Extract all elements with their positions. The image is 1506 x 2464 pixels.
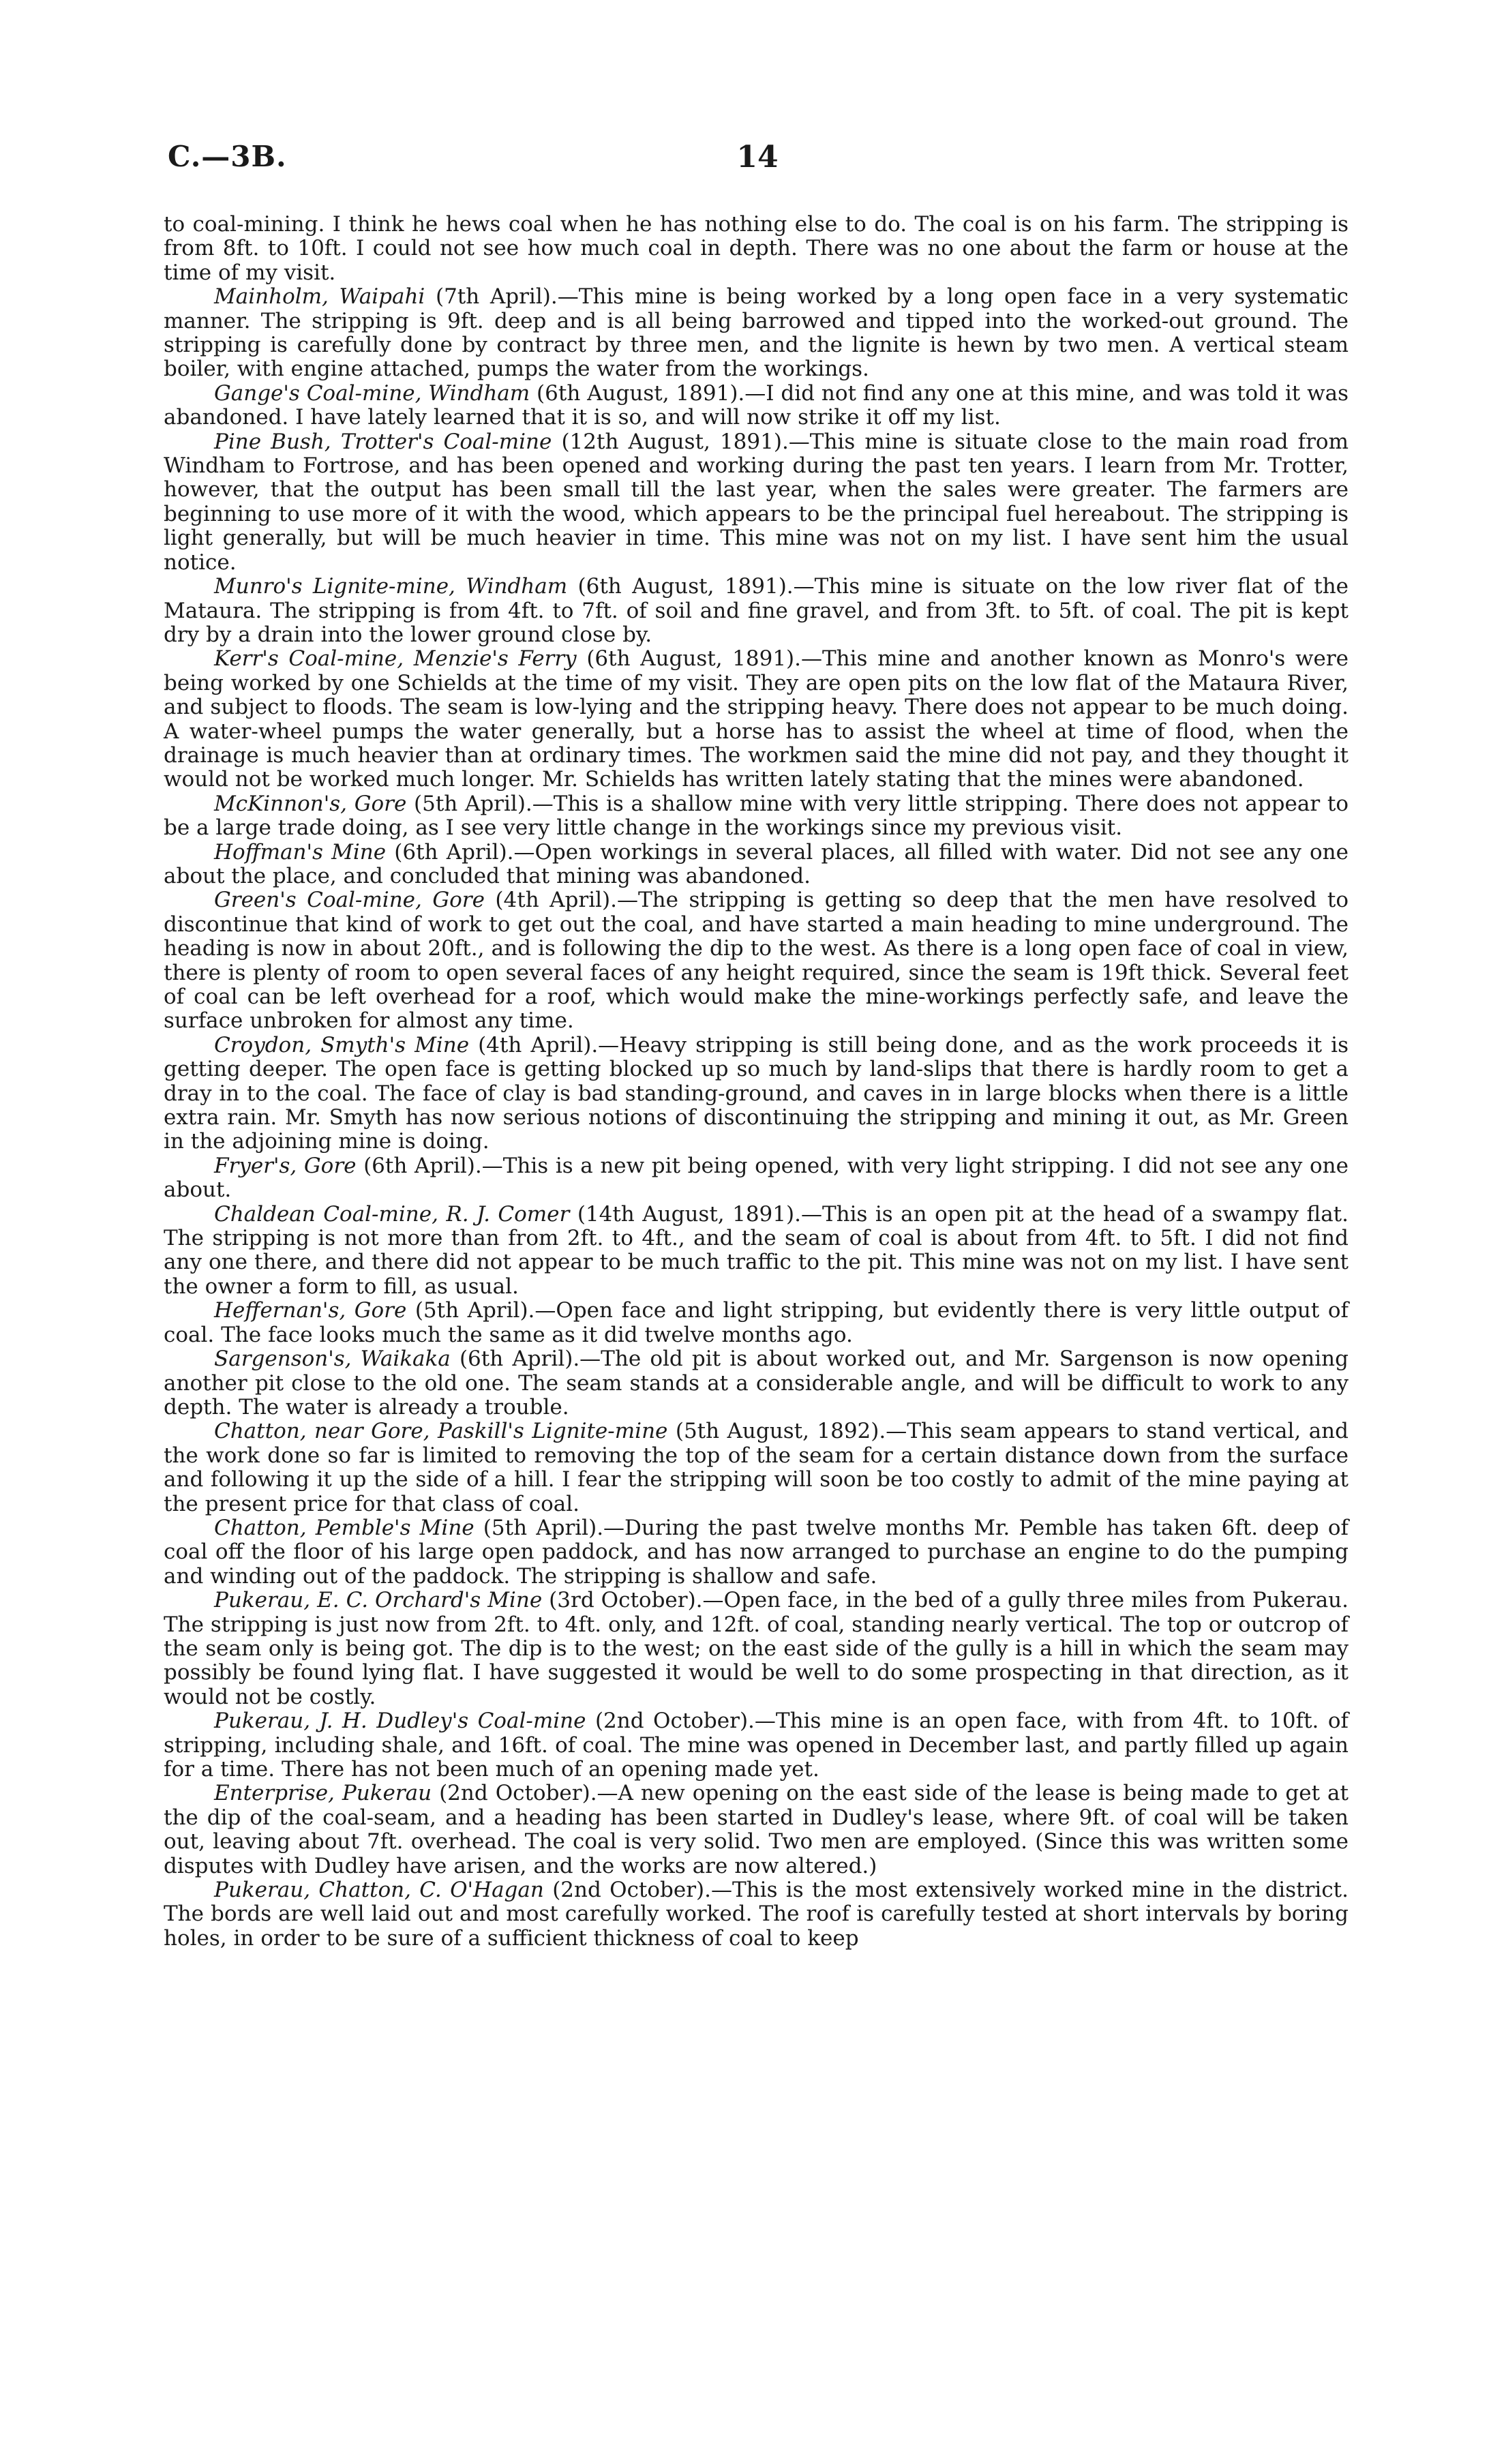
paragraph-text: (6th August, 1891).—I did not find any one at this mine, and was told it was abandoned. I have lately learned that it is so, and will now strike it off my list. xyxy=(164,380,1349,430)
paragraph-text: (3rd October).—Open face, in the bed of a gully three miles from Pukerau. The stripping is just now from 2ft. to 4ft. only, and 12ft. of coal, standing nearly vertical. The top or outcrop of the seam only is being got. The dip is to the west; on the east side of the gully is a hill in which the seam may possibly be found lying flat. I have suggested it would be well to do some prospecting in that direction, as it would not be costly. xyxy=(164,1588,1349,1709)
paragraph-text: (6th April).—This is a new pit being opened, with very light stripping. I did not see any one about. xyxy=(164,1153,1349,1203)
paragraph xyxy=(164,792,1349,841)
paragraph xyxy=(164,1589,1349,1709)
paragraph-title: Croydon, Smyth's Mine xyxy=(214,1032,470,1057)
paragraph-text: (2nd October).—This is the most extensively worked mine in the district. The bords are well laid out and most carefully worked. The roof is carefully tested at short intervals by boring holes, in order to be sure of a sufficient thickness of coal to keep xyxy=(164,1878,1349,1951)
paragraph-title: Munro's Lignite-mine, Windham xyxy=(214,574,568,599)
paragraph xyxy=(164,1419,1349,1516)
paragraph xyxy=(164,213,1349,285)
paragraph-text: (6th April).—The old pit is about worked out, and Mr. Sargenson is now opening another pit close to the old one. The seam stands at a considerable angle, and will be difficult to work to any depth. The water is already a trouble. xyxy=(164,1347,1349,1419)
paragraph-text: (2nd October).—This mine is an open face, with from 4ft. to 10ft. of stripping, including shale, and 16ft. of coal. The mine was opened in December last, and partly filled up again for a time. There has not been much of an opening made yet. xyxy=(164,1709,1349,1782)
paragraph-title: Chatton, Pemble's Mine xyxy=(214,1515,475,1540)
paragraph-text: (4th April).—Heavy stripping is still being done, and as the work proceeds it is getting deeper. The open face is getting blocked up so much by land-slips that there is hardly room to get a dray in to the coal. The face of clay is bad standing-ground, and caves in in large blocks when there is a little extra rain. Mr. Smyth has now serious notions of discontinuing the stripping and mining it out, as Mr. Green in the adjoining mine is doing. xyxy=(164,1032,1349,1154)
paragraph-text: (5th August, 1892).—This seam appears to stand vertical, and the work done so far is limited to removing the top of the seam for a certain distance down from the surface and following it up the side of a hill. I fear the stripping will soon be too costly to admit of the mine paying at the present price for that class of coal. xyxy=(164,1419,1349,1516)
paragraph-title: McKinnon's, Gore xyxy=(214,791,407,816)
paragraph xyxy=(164,1154,1349,1203)
paragraph-title: Pukerau, J. H. Dudley's Coal-mine xyxy=(214,1709,586,1734)
paragraph-title: Pine Bush, Trotter's Coal-mine xyxy=(214,429,552,454)
paragraph xyxy=(164,382,1349,430)
paragraph xyxy=(164,1347,1349,1419)
paragraph-title: Pukerau, Chatton, C. O'Hagan xyxy=(214,1878,544,1903)
paragraph-title: Kerr's Coal-mine, Menzie's Ferry xyxy=(214,646,577,672)
paragraph-text: (12th August, 1891).—This mine is situate close to the main road from Windham to Fortrose, and has been opened and working during the past ten years. I learn from Mr. Trotter, however, that the output has been small till the last year, when the sales were greater. The farmers are beginning to use more of it with the wood, which appears to be the principal fuel hereabout. The stripping is light generally, but will be much heavier in time. This mine was not on my list. I have sent him the usual notice. xyxy=(164,429,1349,575)
paragraph-title: Enterprise, Pukerau xyxy=(214,1781,432,1806)
paragraph-title: Chaldean Coal-mine, R. J. Comer xyxy=(214,1201,570,1227)
document-reference: C.—3B. xyxy=(168,140,287,173)
paragraph xyxy=(164,1034,1349,1154)
paragraph-text: (6th August, 1891).—This mine is situate on the low river flat of the Mataura. The stripping is from 4ft. to 7ft. of soil and fine gravel, and from 3ft. to 5ft. of coal. The pit is kept dry by a drain into the lower ground close by. xyxy=(164,574,1349,647)
paragraph xyxy=(164,1203,1349,1299)
paragraph xyxy=(164,1878,1349,1951)
paragraph-text: (2nd October).—A new opening on the east side of the lease is being made to get at the dip of the coal-seam, and a heading has been started in Dudley's lease, where 9ft. of coal will be taken out, leaving about 7ft. overhead. The coal is very solid. Two men are employed. (Since this was written some disputes with Dudley have arisen, and the works are now altered.) xyxy=(164,1781,1349,1878)
paragraph-title: Pukerau, E. C. Orchard's Mine xyxy=(214,1588,543,1613)
paragraph xyxy=(164,1709,1349,1782)
paragraph xyxy=(164,1299,1349,1347)
paragraph-text: (6th August, 1891).—This mine and another known as Monro's were being worked by one Schields at the time of my visit. They are open pits on the low flat of the Mataura River, and subject to floods. The seam is low-lying and the stripping heavy. There does not appear to be much doing. A water-wheel pumps the water generally, but a horse has to assist the wheel at time of flood, when the drainage is much heavier than at ordinary times. The workmen said the mine did not pay, and they thought it would not be worked much longer. Mr. Schields has written lately stating that the mines were abandoned. xyxy=(164,646,1349,792)
paragraph-text: (14th August, 1891).—This is an open pit at the head of a swampy flat. The stripping is not more than from 2ft. to 4ft., and the seam of coal is about from 4ft. to 5ft. I did not find any one there, and there did not appear to be much traffic to the pit. This mine was not on my list. I have sent the owner a form to fill, as usual. xyxy=(164,1201,1349,1299)
paragraph xyxy=(164,1516,1349,1589)
paragraph-title: Mainholm, Waipahi xyxy=(214,284,425,310)
paragraph-text: (7th April).—This mine is being worked by a long open face in a very systematic manner. The stripping is 9ft. deep and is all being barrowed and tipped into the worked-out ground. The stripping is carefully done by contract by three men, and the lignite is hewn by two men. A vertical steam boiler, with engine attached, pumps the water from the workings. xyxy=(164,284,1349,382)
page-header xyxy=(168,140,1347,181)
paragraph-title: Green's Coal-mine, Gore xyxy=(214,888,485,913)
paragraph xyxy=(164,430,1349,575)
paragraph-text: (6th April).—Open workings in several places, all filled with water. Did not see any one about the place, and concluded that mining was abandoned. xyxy=(164,839,1349,888)
paragraph-text: to coal-mining. I think he hews coal when he has nothing else to do. The coal is on his farm. The stripping is from 8ft. to 10ft. I could not see how much coal in depth. There was no one about the farm or house at the time of my visit. xyxy=(164,212,1349,285)
paragraph xyxy=(164,888,1349,1033)
paragraph xyxy=(164,841,1349,889)
paragraph-text: (5th April).—Open face and light stripping, but evidently there is very little output of coal. The face looks much the same as it did twelve months ago. xyxy=(164,1298,1349,1347)
paragraph-text: (5th April).—During the past twelve months Mr. Pemble has taken 6ft. deep of coal off the floor of his large open paddock, and has now arranged to purchase an engine to do the pumping and winding out of the paddock. The stripping is shallow and safe. xyxy=(164,1515,1349,1589)
paragraph-title: Hoffman's Mine xyxy=(214,839,387,865)
paragraph-title: Fryer's, Gore xyxy=(214,1153,357,1178)
paragraph-title: Gange's Coal-mine, Windham xyxy=(214,380,530,406)
paragraph xyxy=(164,1782,1349,1878)
body-text xyxy=(164,213,1349,1951)
page-number: 14 xyxy=(736,140,779,175)
paragraph xyxy=(164,285,1349,382)
paragraph-title: Heffernan's, Gore xyxy=(214,1298,407,1323)
paragraph xyxy=(164,575,1349,647)
paragraph-text: (5th April).—This is a shallow mine with very little stripping. There does not appear to be a large trade doing, as I see very little change in the workings since my previous visit. xyxy=(164,791,1349,841)
paragraph-text: (4th April).—The stripping is getting so deep that the men have resolved to discontinue that kind of work to get out the coal, and have started a main heading to mine underground. The heading is now in about 20ft., and is following the dip to the west. As there is a long open face of coal in view, there is plenty of room to open several faces of any height required, since the seam is 19ft thick. Several feet of coal can be left overhead for a roof, which would make the mine-workings perfectly safe, and leave the surface unbroken for almost any time. xyxy=(164,888,1349,1034)
paragraph-title: Chatton, near Gore, Paskill's Lignite-mine xyxy=(214,1419,668,1444)
paragraph xyxy=(164,647,1349,792)
paragraph-title: Sargenson's, Waikaka xyxy=(214,1347,451,1372)
